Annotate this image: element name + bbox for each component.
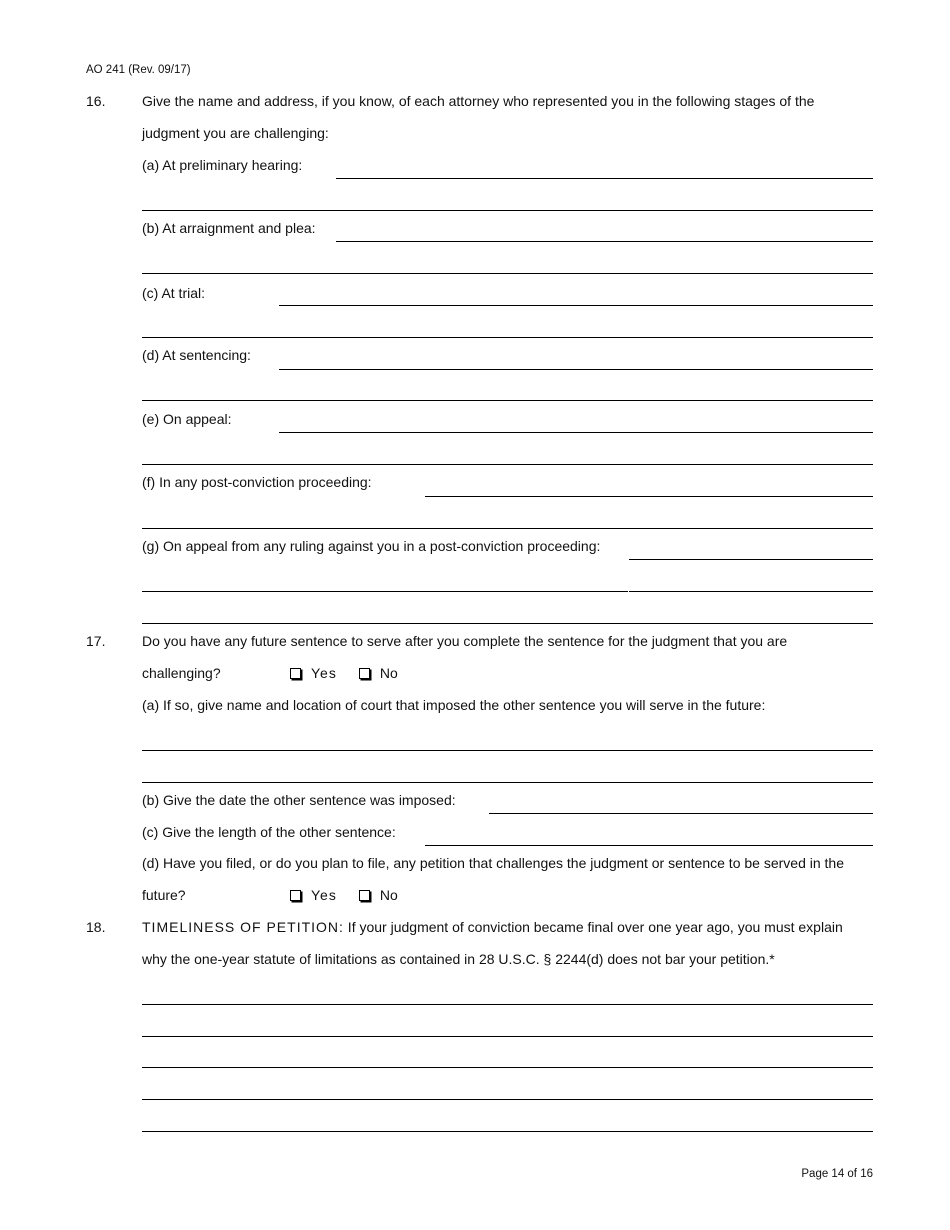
q17-yes-option[interactable]	[290, 665, 337, 681]
q18-answer-line-3[interactable]	[142, 1067, 873, 1068]
q16-number: 16.	[86, 93, 106, 109]
page-number: Page 14 of 16	[801, 1168, 873, 1180]
q17-text-line1: Do you have any future sentence to serve after you complete the sentence for the judgment that you are	[142, 633, 788, 649]
q18-answer-line-5[interactable]	[142, 1131, 873, 1132]
form-id: AO 241 (Rev. 09/17)	[86, 64, 191, 76]
checkbox-icon[interactable]	[290, 668, 301, 679]
q17d-options	[290, 887, 420, 903]
q16d-answer-line[interactable]	[279, 369, 873, 370]
q17d-no-option[interactable]	[359, 887, 398, 903]
q17a-label: (a) If so, give name and location of court that imposed the other sentence you will serve in the future:	[142, 697, 766, 713]
q16g-answer-line-2b[interactable]	[629, 591, 873, 592]
q16e-answer-line-2[interactable]	[142, 464, 873, 465]
q18-answer-line-4[interactable]	[142, 1099, 873, 1100]
q16c-label: (c) At trial:	[142, 285, 206, 301]
checkbox-icon[interactable]	[359, 668, 370, 679]
q17a-answer-line[interactable]	[142, 750, 873, 751]
q16e-label: (e) On appeal:	[142, 411, 232, 427]
q16a-answer-line[interactable]	[336, 178, 873, 179]
q16b-answer-line[interactable]	[336, 241, 873, 242]
q16d-answer-line-2[interactable]	[142, 400, 873, 401]
q17d-no-label: No	[379, 887, 398, 903]
q17d-yes-option[interactable]	[290, 887, 337, 903]
q16-text-line2: judgment you are challenging:	[142, 125, 329, 141]
q17b-answer-line[interactable]	[489, 813, 873, 814]
q16b-answer-line-2[interactable]	[142, 273, 873, 274]
q16f-answer-line[interactable]	[425, 496, 873, 497]
q17-no-option[interactable]	[359, 665, 398, 681]
q17d-text-line1: (d) Have you filed, or do you plan to file, any petition that challenges the judgment or sentence to be served in the	[142, 855, 844, 871]
q17c-label: (c) Give the length of the other sentence:	[142, 824, 396, 840]
q18-text-line2: why the one-year statute of limitations as contained in 28 U.S.C. § 2244(d) does not bar your petition.*	[142, 951, 775, 967]
q17d-yes-label: Yes	[311, 887, 337, 903]
q18-text-line1-body: If your judgment of conviction became final over one year ago, you must explain	[343, 919, 843, 935]
q16c-answer-line-2[interactable]	[142, 337, 873, 338]
q18-answer-line-2[interactable]	[142, 1036, 873, 1037]
q18-text-line1	[142, 919, 843, 935]
q16b-label: (b) At arraignment and plea:	[142, 220, 316, 236]
q16e-answer-line[interactable]	[279, 432, 873, 433]
q16a-label: (a) At preliminary hearing:	[142, 157, 303, 173]
q16g-answer-line-2a[interactable]	[142, 591, 628, 592]
q16g-answer-line-3[interactable]	[142, 623, 873, 624]
q17b-label: (b) Give the date the other sentence was imposed:	[142, 792, 456, 808]
q16f-label: (f) In any post-conviction proceeding:	[142, 474, 372, 490]
q17-no-label: No	[379, 665, 398, 681]
q17-number: 17.	[86, 633, 106, 649]
q16-text-line1: Give the name and address, if you know, of each attorney who represented you in the following stages of the	[142, 93, 815, 109]
q17a-answer-line-2[interactable]	[142, 782, 873, 783]
q16c-answer-line[interactable]	[279, 305, 873, 306]
q17d-text-line2: future?	[142, 887, 186, 903]
q17-options	[290, 665, 420, 681]
checkbox-icon[interactable]	[290, 890, 301, 901]
q16g-label: (g) On appeal from any ruling against you in a post-conviction proceeding:	[142, 538, 601, 554]
q16f-answer-line-2[interactable]	[142, 528, 873, 529]
q18-answer-line-1[interactable]	[142, 1004, 873, 1005]
q16g-answer-line[interactable]	[629, 559, 873, 560]
q17-text-line2: challenging?	[142, 665, 221, 681]
q16d-label: (d) At sentencing:	[142, 347, 251, 363]
q17c-answer-line[interactable]	[425, 845, 873, 846]
q16a-answer-line-2[interactable]	[142, 210, 873, 211]
q17-yes-label: Yes	[311, 665, 337, 681]
checkbox-icon[interactable]	[359, 890, 370, 901]
q18-number: 18.	[86, 919, 106, 935]
q18-heading: TIMELINESS OF PETITION:	[142, 919, 344, 935]
